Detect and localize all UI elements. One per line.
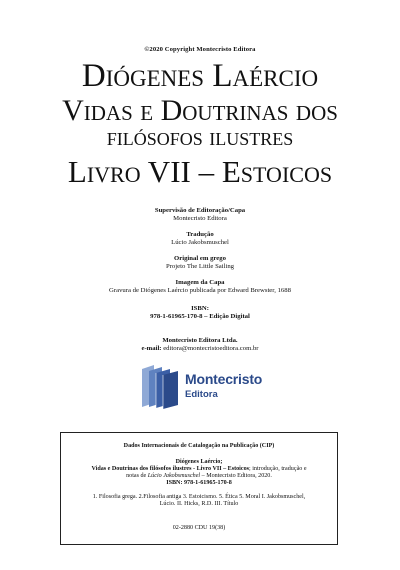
supervision-label: Supervisão de Editoração/Capa — [154, 207, 246, 214]
publisher-email-line — [0, 345, 400, 353]
cip-notes-rest: – Montecristo Editora, 2020. — [200, 473, 272, 479]
logo-name: Montecristo — [185, 371, 263, 387]
cip-notes-translator: Lúcio Jakobsmuschel — [147, 473, 201, 479]
supervision-credit — [0, 207, 400, 223]
publisher-name: Montecristo Editora Ltda. — [162, 337, 238, 344]
cip-classification: 02-2880 CDU 19(38) — [172, 525, 226, 531]
original-credit — [0, 255, 400, 271]
author-title: Diógenes Laércio — [81, 58, 319, 94]
publisher-logo — [140, 363, 270, 409]
cover-value: Gravura de Diógenes Laércio publicada por Edward Brewster, 1688 — [109, 287, 291, 294]
book-title-line-1: Vidas e Doutrinas dos — [62, 94, 338, 127]
cip-author: Diógenes Laércio; — [175, 459, 223, 465]
original-label: Original em grego — [174, 255, 226, 262]
email-value: editora@montecristoeditora.com.br — [163, 345, 259, 352]
cip-isbn: ISBN: 978-1-61965-170-8 — [166, 480, 232, 486]
cover-credit — [0, 279, 400, 295]
book-subtitle: Livro VII – Estoicos — [67, 154, 333, 189]
cip-title-rest: ; introdução, tradução e — [249, 466, 307, 472]
cip-title-bold: Vidas e Doutrinas dos filósofos ilustres - Livro VII – Estoicos — [91, 466, 250, 472]
publisher-info — [0, 337, 400, 353]
translation-value: Lúcio Jakobsmuschel — [171, 239, 229, 246]
cip-subjects-line-2: Lúcio. II. Hicks, R.D. III. Título — [159, 501, 239, 507]
isbn-credit — [0, 305, 400, 321]
book-title-line-2: filósofos ilustres — [106, 122, 294, 151]
cip-box — [60, 432, 338, 545]
logo-subname: Editora — [185, 389, 218, 400]
cip-heading: Dados Internacionais de Catalogação na Publicação (CIP) — [123, 443, 275, 449]
copyright-notice: ©2020 Copyright Montecristo Editora — [144, 46, 256, 53]
cip-subjects-line-1: 1. Filosofia grega. 2.Filosofia antiga 3. Estoicismo. 5. Ética 5. Moral I. Jakobsmuschel, — [92, 494, 306, 500]
isbn-label: ISBN: — [191, 305, 209, 312]
supervision-value: Montecristo Editora — [173, 215, 227, 222]
isbn-value: 978-1-61965-170-8 – Edição Digital — [150, 313, 250, 320]
cover-label: Imagem da Capa — [175, 279, 225, 286]
translation-credit — [0, 231, 400, 247]
translation-label: Tradução — [186, 231, 214, 238]
original-value: Projeto The Little Sailing — [165, 263, 235, 270]
email-label: e-mail: — [141, 345, 162, 352]
cip-notes-prefix: notas de — [126, 473, 148, 479]
book-stack-icon — [140, 363, 182, 409]
